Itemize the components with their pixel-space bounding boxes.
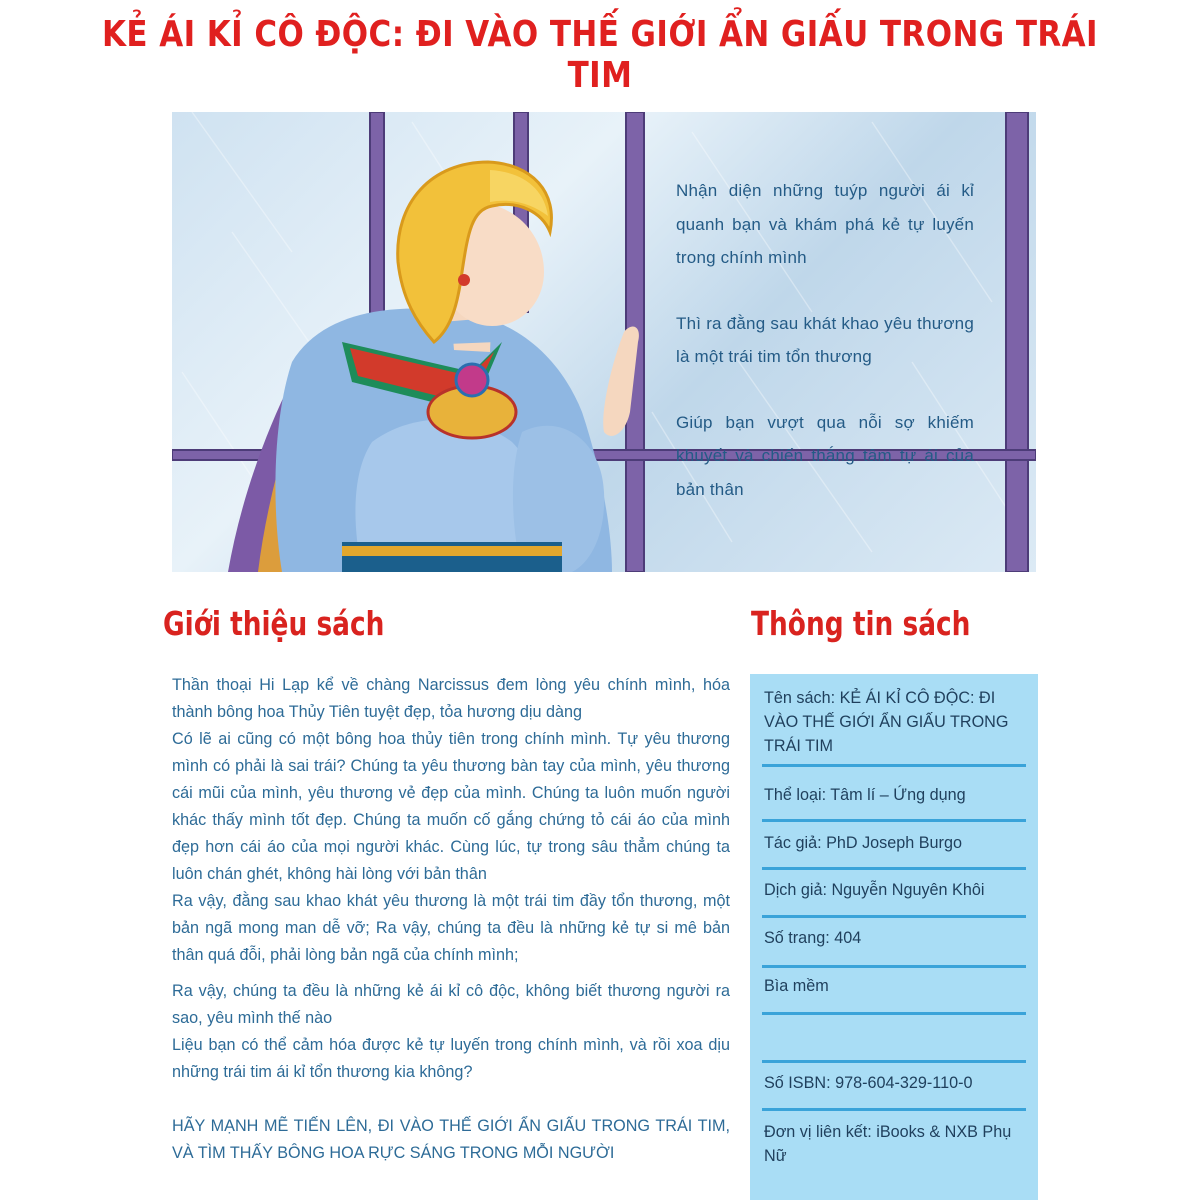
intro-body (172, 672, 730, 1167)
intro-paragraph: Có lẽ ai cũng có một bông hoa thủy tiên trong chính mình. Tự yêu thương mình có phải là sai trái? Chúng ta yêu thương bàn tay của mình, yêu thương cái mũi của mình, yêu thương vẻ đẹp của mình. Chúng ta luôn muốn người khác thấy mình tốt đẹp. Chúng ta muốn cố gắng chứng tỏ cái áo của mình đẹp hơn cái áo của mọi người khác. Cùng lúc, tự trong sâu thẳm chúng ta luôn chán ghét, không hài lòng với bản thân (172, 730, 730, 883)
hero-bullet: Nhận diện những tuýp người ái kỉ quanh bạn và khám phá kẻ tự luyến trong chính mình (676, 181, 974, 267)
hero-highlights (676, 174, 974, 538)
hero-bullet: Giúp bạn vượt qua nỗi sợ khiếm khuyết và chiến thắng tâm tự ái của bản thân (676, 412, 974, 499)
hero-bullet: Thì ra đằng sau khát khao yêu thương là một trái tim tổn thương (676, 313, 974, 366)
info-title: Tên sách: KẺ ÁI KỈ CÔ ĐỘC: ĐI VÀO THẾ GIỚI ẨN GIẤU TRONG TRÁI TIM (764, 689, 1009, 755)
divider (762, 1108, 1026, 1111)
intro-closing: HÃY MẠNH MẼ TIẾN LÊN, ĐI VÀO THẾ GIỚI ẨN GIẤU TRONG TRÁI TIM, VÀ TÌM THẤY BÔNG HOA RỰC SÁNG TRONG MỖI NGƯỜI (172, 1117, 730, 1162)
intro-paragraph: Thần thoại Hi Lạp kể về chàng Narcissus đem lòng yêu chính mình, hóa thành bông hoa Thủy Tiên tuyệt đẹp, tỏa hương dịu dàng (172, 676, 730, 721)
info-author: Tác giả: PhD Joseph Burgo (764, 834, 962, 852)
info-publisher: Đơn vị liên kết: iBooks & NXB Phụ Nữ (764, 1123, 1012, 1165)
divider (762, 819, 1026, 822)
divider (762, 915, 1026, 918)
info-cover: Bìa mềm (764, 977, 829, 995)
intro-paragraph: Ra vậy, đằng sau khao khát yêu thương là một trái tim đầy tổn thương, một bản ngã mong man dễ vỡ; Ra vậy, chúng ta đều là những kẻ tự si mê bản thân quá đỗi, phải lòng bản ngã của chính mình; (172, 892, 730, 964)
info-genre: Thể loại: Tâm lí – Ứng dụng (764, 786, 966, 804)
divider (762, 1060, 1026, 1063)
divider (762, 867, 1026, 870)
intro-heading: Giới thiệu sách (163, 604, 385, 643)
intro-paragraph: Ra vậy, chúng ta đều là những kẻ ái kỉ cô độc, không biết thương người ra sao, yêu mình thế nào (172, 982, 730, 1027)
divider (762, 764, 1026, 767)
page-title: KẺ ÁI KỈ CÔ ĐỘC: ĐI VÀO THẾ GIỚI ẨN GIẤU TRONG TRÁI TIM (101, 14, 1099, 96)
divider (762, 1012, 1026, 1015)
info-translator: Dịch giả: Nguyễn Nguyên Khôi (764, 881, 985, 899)
book-info-panel (750, 674, 1038, 1200)
info-heading: Thông tin sách (751, 604, 971, 643)
divider (762, 965, 1026, 968)
intro-paragraph: Liệu bạn có thể cảm hóa được kẻ tự luyến trong chính mình, và rồi xoa dịu những trái tim ái kỉ tổn thương kia không? (172, 1036, 730, 1081)
info-isbn: Số ISBN: 978-604-329-110-0 (764, 1074, 973, 1092)
info-pages: Số trang: 404 (764, 929, 862, 947)
cover-illustration (172, 112, 1036, 572)
